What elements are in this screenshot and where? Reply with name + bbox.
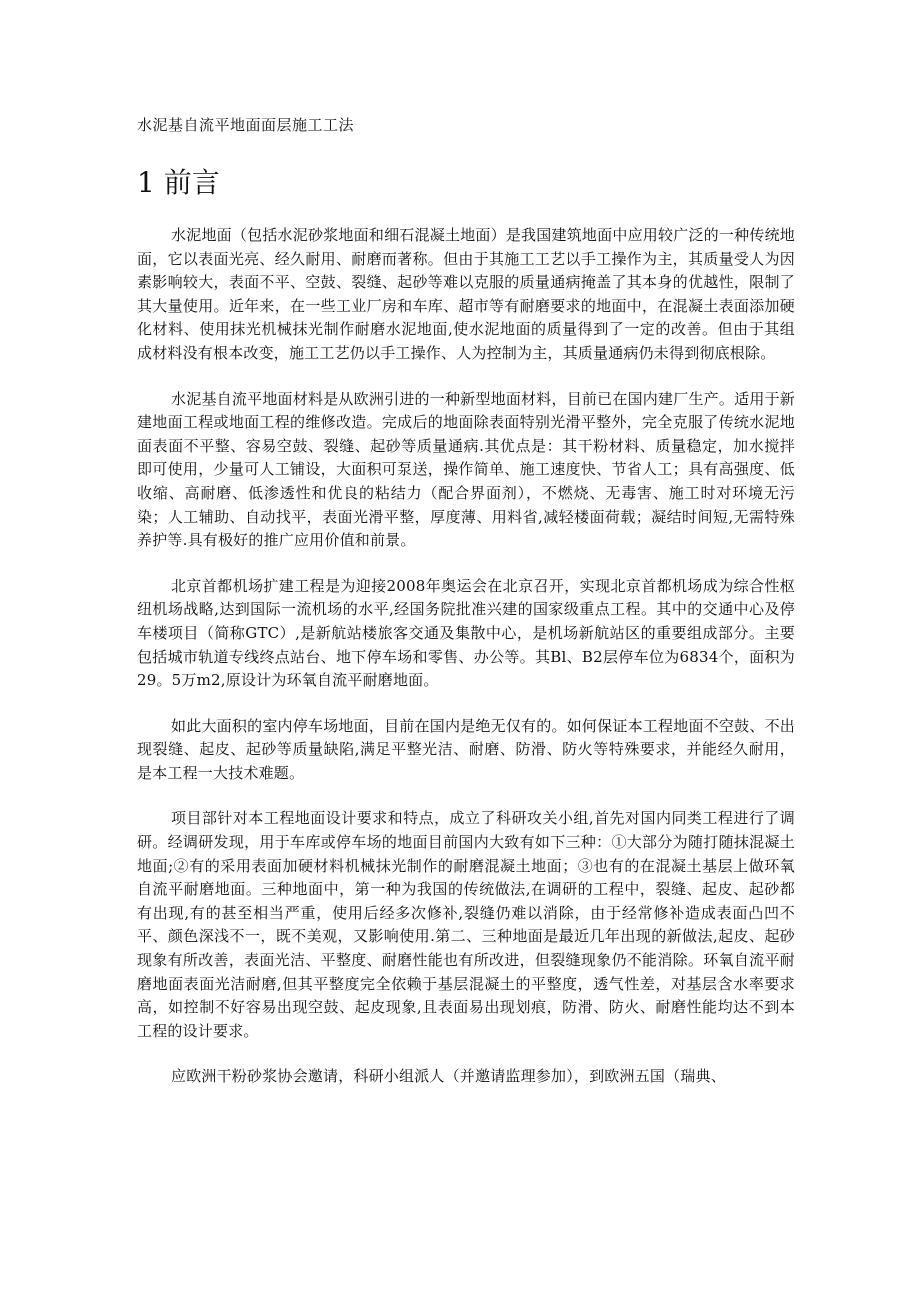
paragraph-europe-visit: 应欧洲干粉砂浆协会邀请，科研小组派人（并邀请监理参加），到欧洲五国（瑞典、 xyxy=(171,1067,726,1086)
paragraph-research-survey: 项目部针对本工程地面设计要求和特点，成立了科研攻关小组,首先对国内同类工程进行了调研。经调研发现，用于车库或停车场的地面目前国内大致有如下三种：①大部分为随打随抹混凝土地面;②有的采用表面加硬材料机械抹光制作的耐磨混凝土地面；③也有的在混凝土基层上做环氧自流平耐磨地面。三种地面中，第一种为我国的传统做法,在调研的工程中，裂缝、起皮、起砂都有出现,有的甚至相当严重，使用后经多次修补,裂缝仍难以消除，由于经常修补造成表面凸凹不平、颜色深浅不一，既不美观，又影响使用.第二、三种地面是最近几年出现的新做法,起皮、起砂现象有所改善，表面光洁、平整度、耐磨性能也有所改进，但裂缝现象仍不能消除。环氧自流平耐磨地面表面光洁耐磨,但其平整度完全依赖于基层混凝土的平整度，透气性差，对基层含水率要求高，如控制不好容易出现空鼓、起皮现象,且表面易出现划痕，防滑、防火、耐磨性能均达不到本工程的设计要求。 xyxy=(137,809,795,1040)
paragraph-airport-project: 北京首都机场扩建工程是为迎接2008年奥运会在北京召开，实现北京首都机场成为综合性枢纽机场战略,达到国际一流机场的水平,经国务院批准兴建的国家级重点工程。其中的交通中心及停车楼项目（简称GTC）,是新航站楼旅客交通及集散中心，是机场新航站区的重要组成部分。主要包括城市轨道专线终点站台、地下停车场和零售、办公等。其Bl、B2层停车位为6834个，面积为29。5万m2,原设计为环氧自流平耐磨地面。 xyxy=(137,576,795,690)
paragraph-intro-cement-floor: 水泥地面（包括水泥砂浆地面和细石混凝土地面）是我国建筑地面中应用较广泛的一种传统地面，它以表面光亮、经久耐用、耐磨而著称。但由于其施工工艺以手工操作为主，其质量受人为因素影响较大，表面不平、空鼓、裂缝、起砂等难以克服的质量通病掩盖了其本身的优越性，限制了其大量使用。近年来，在一些工业厂房和车库、超市等有耐磨要求的地面中，在混凝土表面添加硬化材料、使用抹光机械抹光制作耐磨水泥地面,使水泥地面的质量得到了一定的改善。但由于其组成材料没有根本改变，施工工艺仍以手工操作、人为控制为主，其质量通病仍未得到彻底根除。 xyxy=(137,226,795,362)
paragraph-self-leveling-material: 水泥基自流平地面材料是从欧洲引进的一种新型地面材料，目前已在国内建厂生产。适用于新建地面工程或地面工程的维修改造。完成后的地面除表面特别光滑平整外，完全克服了传统水泥地面表面不平整、容易空鼓、裂缝、起砂等质量通病.其优点是：其干粉材料、质量稳定，加水搅拌即可使用，少量可人工铺设，大面积可泵送，操作简单、施工速度快、节省人工；具有高强度、低收缩、高耐磨、低渗透性和优良的粘结力（配合界面剂），不燃烧、无毒害、施工时对环境无污染；人工辅助、自动找平，表面光滑平整，厚度薄、用料省,减轻楼面荷载；凝结时间短,无需特殊养护等.具有极好的推广应用价值和前景。 xyxy=(137,389,795,550)
paragraph-technical-challenge: 如此大面积的室内停车场地面，目前在国内是绝无仅有的。如何保证本工程地面不空鼓、不出现裂缝、起皮、起砂等质量缺陷,满足平整光洁、耐磨、防滑、防火等特殊要求，并能经久耐用，是本工程一大技术难题。 xyxy=(137,716,795,782)
document-title: 水泥基自流平地面面层施工工法 xyxy=(137,116,355,134)
body-text xyxy=(137,224,795,1089)
section-heading: 1 前言 xyxy=(137,166,220,199)
